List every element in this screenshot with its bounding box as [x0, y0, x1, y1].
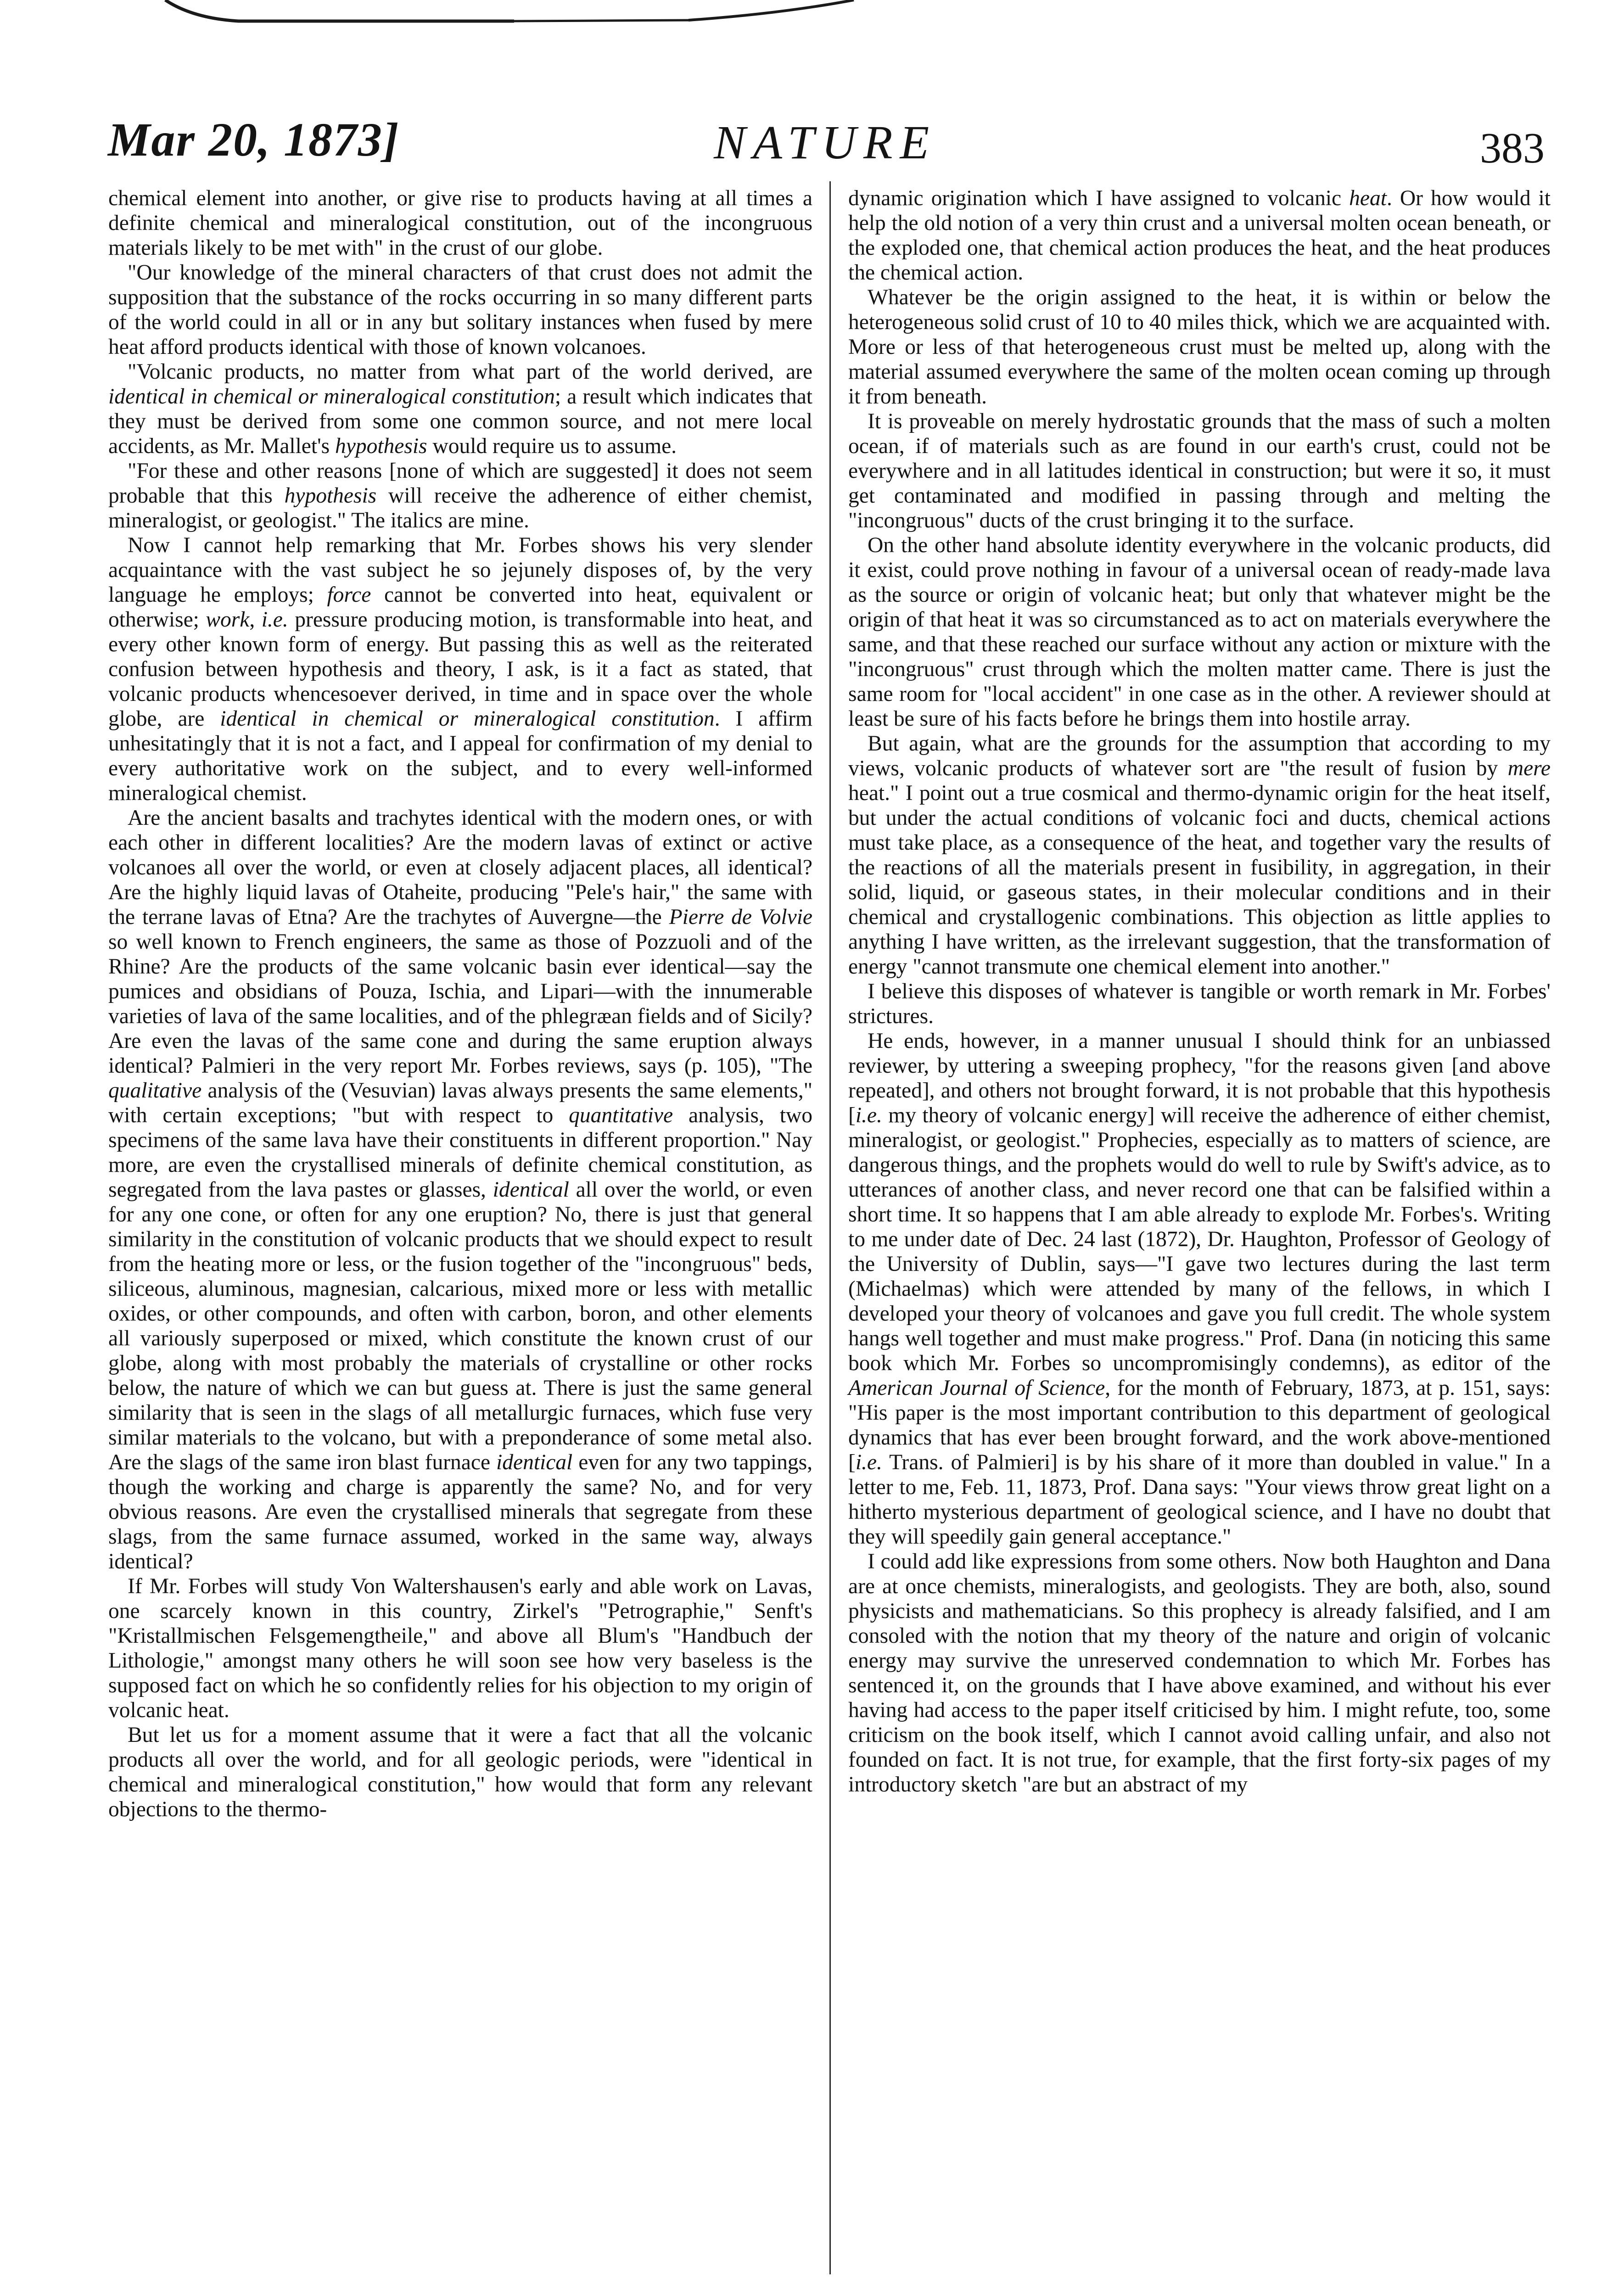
paragraph-text: If Mr. Forbes will study Von Waltershausen's early and able work on Lavas, one scarcely known in this country, Zirkel's "Petrographie," Senft's "Kristallmischen Felsgemengtheile," and above all Blum's "Handbuch der Lithologie," amongst many others he will soon see how very baseless is the supposed fact on which he so confidently relies for his objection to my origin of volcanic heat. [108, 1574, 812, 1722]
paragraph-text: chemical element into another, or give rise to products having at all times a definite chemical and mineralogical constitution, out of the incongruous materials likely to be met with" in the crust of our globe. [108, 186, 812, 260]
paragraph-text: dynamic origination which I have assigned to volcanic [848, 186, 1350, 210]
italic-text: force [327, 583, 371, 607]
paragraph-text: Trans. of Palmieri] is by his share of it more than doubled in value." In a letter to me, Feb. 11, 1873, Prof. Dana says: "Your views throw great light on a hitherto mysterious department of geological science, and I have no doubt that they will speedily gain general acceptance." [848, 1450, 1551, 1549]
paragraph-text: analysis, two specimens of the same lava have their constituents in different proportion." Nay more, are even the crystallised minerals of definite chemical constitution, as segregated from the lava pastes or glasses, [108, 1103, 813, 1202]
paragraph-text: Now I cannot help remarking that Mr. Forbes shows his very slender acquaintance with the vast subject he so jejunely disposes of, by the very language he employs; [108, 533, 812, 607]
italic-text: mere [1507, 756, 1551, 780]
italic-text: work [206, 608, 250, 632]
body-paragraph [108, 533, 812, 806]
italic-text: i.e. [261, 608, 288, 632]
body-paragraph [848, 731, 1551, 979]
right-column [848, 186, 1551, 1797]
paragraph-text: I believe this disposes of whatever is tangible or worth remark in Mr. Forbes' strictures. [848, 980, 1551, 1028]
body-paragraph [848, 1549, 1551, 1797]
body-paragraph [848, 409, 1551, 533]
paragraph-text: ; a result which indicates that they must be derived from some one common source, and not mere local accidents, as Mr. Mallet's [108, 385, 812, 458]
paragraph-text: He ends, however, in a manner unusual I should think for an unbiassed reviewer, by uttering a sweeping prophecy, "for the reasons given [and above repeated], and others not brought forward, it is not probable that this hypothesis [ [848, 1029, 1551, 1127]
italic-text: hypothesis [335, 434, 427, 458]
italic-text: heat [1349, 186, 1387, 210]
italic-text: hypothesis [284, 484, 377, 508]
italic-text: quantitative [569, 1103, 673, 1127]
body-paragraph [108, 186, 812, 260]
italic-text: Pierre de Volvie [669, 905, 812, 929]
paragraph-text: . I affirm unhesitatingly that it is not a fact, and I appeal for confirmation of my denial to every authoritative work on the subject, and to every well-informed mineralogical chemist. [108, 707, 813, 805]
paragraph-text: cannot be converted into heat, equivalent or otherwise; [108, 583, 812, 632]
italic-text: identical [496, 1450, 573, 1474]
body-paragraph [108, 1723, 812, 1822]
issue-date: Mar 20, 1873] [108, 113, 400, 166]
italic-text: identical in chemical or mineralogical constitution [220, 707, 715, 731]
bottom-edge-mark [174, 2290, 1230, 2295]
body-paragraph [108, 459, 812, 533]
paragraph-text: But let us for a moment assume that it were a fact that all the volcanic products all over the world, and for all geologic periods, were "identical in chemical and mineralogical constitution," how would that form any relevant objections to the thermo- [108, 1723, 812, 1821]
body-paragraph [108, 260, 812, 359]
paragraph-text: Are the ancient basalts and trachytes identical with the modern ones, or with each other in different localities? Are the modern lavas of extinct or active volcanoes all over the world, or even at closely adjacent places, all identical? Are the highly liquid lavas of Otaheite, producing "Pele's hair," the same with the terrane lavas of Etna? Are the trachytes of Auvergne—the [108, 806, 812, 929]
paragraph-text: , [249, 608, 262, 632]
paragraph-text: "Volcanic products, no matter from what part of the world derived, are [128, 360, 812, 384]
paragraph-text: even for any two tappings, though the working and charge is apparently the same? No, and for very obvious reasons. Are even the crystallised minerals that segregate from these slags, from the same furnace assumed, worked in the same way, always identical? [108, 1450, 812, 1573]
paragraph-text: would require us to assume. [427, 434, 677, 458]
page-number: 383 [1480, 124, 1545, 172]
column-divider [829, 181, 831, 2274]
body-paragraph [848, 285, 1551, 409]
paragraph-text: . Or how would it help the old notion of a very thin crust and a universal molten ocean beneath, or the exploded one, that chemical action produces the heat, and the heat produces the chemical action. [848, 186, 1551, 285]
paragraph-text: so well known to French engineers, the same as those of Pozzuoli and of the Rhine? Are the products of the same volcanic basin ever identical—say the pumices and obsidians of Pouza, Ischia, and Lipari—with the innumerable varieties of lava of the same localities, and of the phlegræan fields and of Sicily? Are even the lavas of the same cone and during the same eruption always identical? Palmieri in the very report Mr. Forbes reviews, says (p. 105), "The [108, 930, 813, 1078]
italic-text: i.e. [855, 1450, 882, 1474]
italic-text: American Journal of Science [848, 1376, 1105, 1400]
body-paragraph [848, 1029, 1551, 1549]
body-paragraph [848, 979, 1551, 1029]
paragraph-text: analysis of the (Vesuvian) lavas always presents the same elements," with certain exceptions; "but with respect to [108, 1079, 812, 1127]
italic-text: i.e. [855, 1103, 882, 1127]
paragraph-text: "Our knowledge of the mineral characters of that crust does not admit the supposition that the substance of the rocks occurring in so many different parts of the world could in all or in any but solitary instances when fused by mere heat afford products identical with those of known volcanoes. [108, 261, 812, 359]
paragraph-text: my theory of volcanic energy] will receive the adherence of either chemist, mineralogist, or geologist." Prophecies, especially as to matters of science, are dangerous things, and the prophets would do well to rule by Swift's advice, as to utterances of another class, and never record one that can be falsified within a short time. It so happens that I am able already to explode Mr. Forbes's. Writing to me under date of Dec. 24 last (1872), Dr. Haughton, Professor of Geology of the University of Dublin, says—"I gave two lectures during the last term (Michaelmas) which were attended by many of the fellows, in which I developed your theory of volcanoes and gave you full credit. The whole system hangs well together and must make progress." Prof. Dana (in noticing this same book which Mr. Forbes so uncompromisingly condemns), as editor of the [848, 1103, 1551, 1375]
paragraph-text: "For these and other reasons [none of which are suggested] it does not seem probable that this [108, 459, 812, 508]
italic-text: identical in chemical or mineralogical constitution [108, 385, 555, 409]
running-head [108, 112, 1545, 172]
paragraph-text: But again, what are the grounds for the assumption that according to my views, volcanic products of whatever sort are "the result of fusion by [848, 732, 1551, 780]
paragraph-text: It is proveable on merely hydrostatic grounds that the mass of such a molten ocean, if of materials such as are found in our earth's crust, could not be everywhere and in all latitudes identical in construction; but were it so, it must get contaminated and modified in passing through and melting the "incongruous" ducts of the crust bringing it to the surface. [848, 409, 1551, 532]
paragraph-text: On the other hand absolute identity everywhere in the volcanic products, did it exist, could prove nothing in favour of a universal ocean of ready-made lava as the source or origin of volcanic heat; but only that whatever might be the origin of that heat it was so circumstanced as to act on materials everywhere the same, and that these reached our surface without any action or mixture with the "incongruous" crust through which the molten matter came. There is just the same room for "local accident" in one case as in the other. A reviewer should at least be sure of his facts before he brings them into hostile array. [848, 533, 1551, 731]
body-paragraph [108, 1574, 812, 1723]
italic-text: qualitative [108, 1079, 202, 1103]
left-column [108, 186, 812, 1822]
paragraph-text: I could add like expressions from some others. Now both Haughton and Dana are at once chemists, mineralogists, and geologists. They are both, also, sound physicists and mathematicians. So this prophecy is already falsified, and I am consoled with the notion that my theory of the nature and origin of volcanic energy may survive the unreserved condemnation to which Mr. Forbes has sentenced it, on the grounds that I have above examined, and without his ever having had access to the paper itself criticised by him. I might refute, too, some criticism on the book itself, which I cannot avoid calling unfair, and also not founded on fact. It is not true, for example, that the first forty-six pages of my introductory sketch "are but an abstract of my [848, 1550, 1551, 1797]
top-edge-rule [0, 0, 1624, 32]
paragraph-text: heat." I point out a true cosmical and thermo-dynamic origin for the heat itself, but under the actual conditions of volcanic foci and ducts, chemical actions must take place, as a consequence of the heat, and together vary the results of the reactions of all the materials present in fusibility, in aggregation, in their solid, liquid, or gaseous states, in their molecular conditions and in their chemical and crystallogenic combinations. This objection as little applies to anything I have written, as the irrelevant suggestion, that the transformation of energy "cannot transmute one chemical element into another." [848, 781, 1551, 979]
body-paragraph [108, 359, 812, 459]
journal-title: NATURE [714, 116, 937, 169]
paragraph-text: , for the month of February, 1873, at p. 151, says: "His paper is the most important contribution to this department of geological dynamics that has ever been brought forward, and the work above-mentioned [ [848, 1376, 1551, 1474]
body-paragraph [848, 533, 1551, 731]
paragraph-text: will receive the adherence of either chemist, mineralogist, or geologist." The italics are mine. [108, 484, 812, 532]
italic-text: identical [493, 1178, 569, 1202]
paragraph-text: Whatever be the origin assigned to the heat, it is within or below the heterogeneous solid crust of 10 to 40 miles thick, which we are acquainted with. More or less of that heterogeneous crust must be melted up, along with the material assumed everywhere the same of the molten ocean coming up through it from beneath. [848, 285, 1551, 409]
paragraph-text: all over the world, or even for any one cone, or often for any one eruption? No, there is just that general similarity in the constitution of volcanic products that we should expect to result from the heating more or less, or the fusion together of the "incongruous" beds, siliceous, aluminous, magnesian, calcarious, mixed more or less with metallic oxides, or other compounds, and often with carbon, boron, and other elements all variously superposed or mixed, which constitute the known crust of our globe, along with most probably the materials of crystalline or other rocks below, the nature of which we can but guess at. There is just the same general similarity that is seen in the slags of all metallurgic furnaces, which fuse very similar materials to the volcano, but with a preponderance of some metal also. Are the slags of the same iron blast furnace [108, 1178, 812, 1474]
body-paragraph [848, 186, 1551, 285]
paragraph-text: pressure producing motion, is transformable into heat, and every other known form of energy. But passing this as well as the reiterated confusion between hypothesis and theory, I ask, is it a fact as stated, that volcanic products whencesoever derived, in time and in space over the whole globe, are [108, 608, 812, 731]
body-paragraph [108, 806, 812, 1574]
